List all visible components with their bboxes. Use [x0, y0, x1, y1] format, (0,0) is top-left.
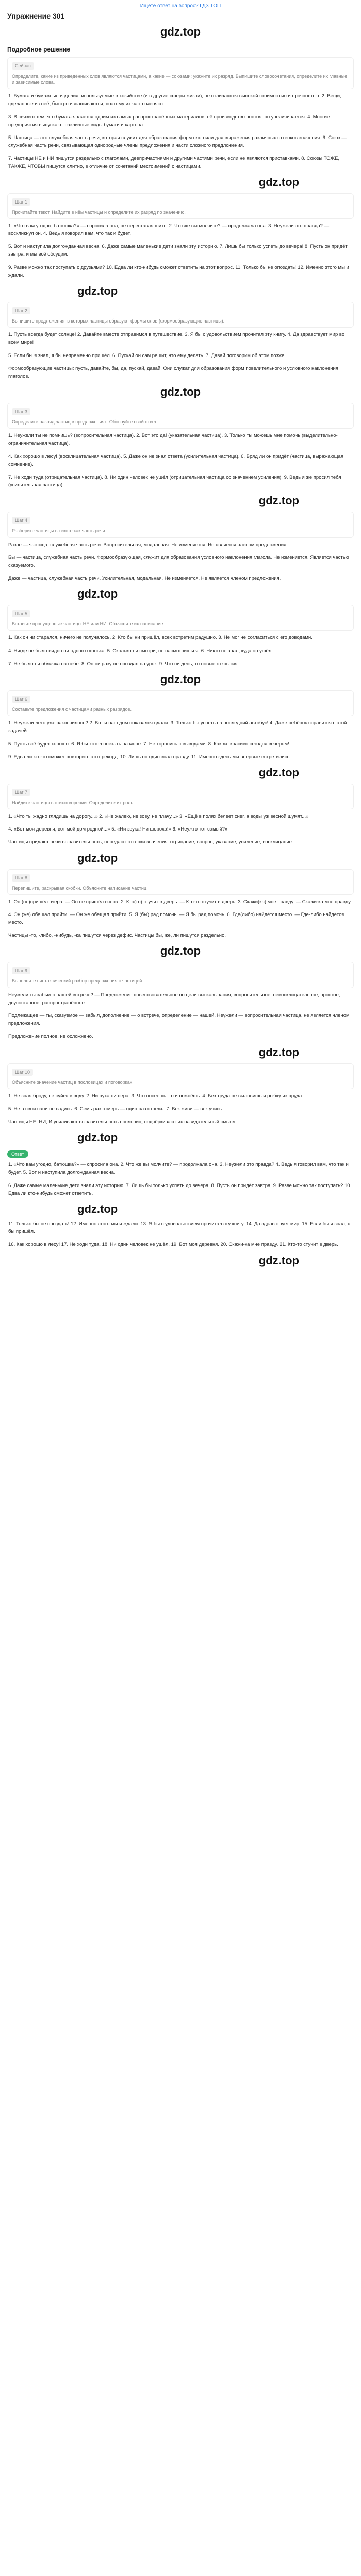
solution-paragraph: Неужели ты забыл о нашей встрече? — Предложение повествовательное по цели высказывания, вопросительное, невосклицательное, простое, двусоставное, распространённое.: [8, 992, 340, 1006]
task-card: [7, 1063, 354, 1089]
solution-paragraph: Частицы -то, -либо, -нибудь, -ка пишутся через дефис. Частицы бы, же, ли пишутся раздельно.: [8, 933, 226, 939]
watermark: gdz.top: [160, 944, 201, 958]
solution-paragraph: Подлежащее — ты, сказуемое — забыл, дополнение — о встрече, определение — нашей. Неужели — вопросительная частица, не является членом предложения.: [8, 1012, 350, 1027]
solution-paragraph: 5. Пусть всё будет хорошо. 6. Я бы хотел поехать на море. 7. Не торопись с выводами. 8. Как же красиво сегодня вечером!: [8, 741, 289, 747]
task-label: Шаг 9: [12, 967, 30, 974]
task-card: [7, 403, 354, 429]
solution-paragraph: 1. «Что вам угодно, батюшка?» — спросила она, не переставая шить. 2. Что же вы молчите? — продолжала она. 3. Неужели это правда? — воскликнул он. 4. Ведь я говорил вам, что так и будет.: [8, 223, 330, 237]
task-label: Шаг 6: [12, 696, 30, 703]
answer-paragraph: 1. «Что вам угодно, батюшка?» — спросила она. 2. Что же вы молчите? — продолжала она. 3. Неужели это правда? 4. Ведь я говорил вам, что так и будет. 5. Вот и наступила долгожданная весна.: [8, 1162, 349, 1176]
task-card: [7, 512, 354, 537]
watermark: gdz.top: [160, 672, 201, 686]
task-text: Определите, какие из приведённых слов являются частицами, а какие — союзами; укажите их разряд. Выпишите словосочетания, определите их главные и зависимые слова.: [12, 74, 348, 86]
solution-paragraph: 1. Он (не)пришёл вчера. — Он не пришёл вчера. 2. Кто(то) стучит в дверь. — Кто-то стучит в дверь. 3. Скажи(ка) мне правду. — Скажи-ка мне правду.: [8, 899, 352, 905]
task-text: Прочитайте текст. Найдите в нём частицы и определите их разряд по значению.: [12, 209, 186, 215]
exercise-title: Упражнение 301: [7, 12, 65, 20]
task-text: Найдите частицы в стихотворении. Определите их роль.: [12, 800, 135, 805]
solution-paragraph: 1. Бумага и бумажные изделия, используемые в хозяйстве (и в другие сферы жизни), не отличаются высокой стоимостью и прочностью. 2. Вещи, сделанные из неё, быстро изнашиваются, поэтому их часто меняют.: [8, 93, 341, 107]
watermark: gdz.top: [258, 175, 299, 189]
task-text: Выполните синтаксический разбор предложения с частицей.: [12, 978, 143, 984]
task-text: Перепишите, раскрывая скобки. Объясните написание частиц.: [12, 885, 148, 891]
task-label: Шаг 5: [12, 610, 30, 617]
task-card: [7, 784, 354, 809]
watermark: gdz.top: [77, 1202, 118, 1215]
solution-paragraph: 5. Не в свои сани не садись. 6. Семь раз отмерь — один раз отрежь. 7. Век живи — век учись.: [8, 1106, 223, 1112]
watermark: gdz.top: [258, 1253, 299, 1267]
watermark: gdz.top: [258, 766, 299, 779]
solution-blocks: [5, 57, 356, 1144]
task-card: [7, 962, 354, 988]
solution-title: Подробное решение: [7, 46, 71, 53]
task-text: Вставьте пропущенные частицы НЕ или НИ. Объясните их написание.: [12, 621, 165, 627]
solution-paragraph: 7. Частицы НЕ и НИ пишутся раздельно с глаголами, деепричастиями и другими частями речи, если не являются приставками. 8. Союзы ТОЖЕ, ТАКЖЕ, ЧТОБЫ пишутся слитно, в отличие от сочетаний местоимений с частицами.: [8, 156, 340, 170]
solution-paragraph: 4. Нигде не было видно ни одного огонька. 5. Сколько ни смотри, не насмотришься. 6. Никто не знал, куда он ушёл.: [8, 648, 273, 654]
solution-paragraph: 1. Неужели лето уже закончилось? 2. Вот и наш дом показался вдали. 3. Только бы успеть на последний автобус! 4. Даже ребёнок справится с этой задачей.: [8, 720, 347, 734]
top-link[interactable]: [5, 0, 356, 9]
watermark: gdz.top: [160, 25, 201, 38]
task-label: Шаг 4: [12, 517, 30, 524]
top-link-anchor[interactable]: Ищете ответ на вопрос? ГДЗ ТОП: [140, 3, 221, 9]
answer-section: [5, 1161, 356, 1267]
solution-paragraph: 4. Он (же) обещал прийти. — Он же обещал прийти. 5. Я (бы) рад помочь. — Я бы рад помочь. 6. Где(либо) найдётся место. — Где-либо найдётся место.: [8, 911, 344, 926]
solution-paragraph: 5. Если бы я знал, я бы непременно пришёл. 6. Пускай он сам решит, что ему делать. 7. Давай поговорим об этом позже.: [8, 352, 286, 359]
solution-paragraph: Бы — частица, служебная часть речи. Формообразующая, служит для образования условного наклонения глагола. Не изменяется. Является частью сказуемого.: [8, 554, 349, 568]
task-label: Шаг 2: [12, 307, 30, 314]
task-label: Шаг 3: [12, 408, 30, 415]
solution-paragraph: 4. «Вот моя деревня, вот мой дом родной...» 5. «Ни звука! Ни шороха!» 6. «Неужто тот самый?»: [8, 826, 228, 833]
solution-paragraph: 1. Неужели ты не помнишь? (вопросительная частица). 2. Вот это да! (указательная частица). 3. Только ты можешь мне помочь (выделительно-ограничительная частица).: [8, 433, 338, 447]
solution-paragraph: 5. Частица — это служебная часть речи, которая служит для образования форм слов или для выражения различных оттенков значения. 6. Союз — служебная часть речи, связывающая однородные члены предложения и части сложного предложения.: [8, 135, 347, 149]
watermark: gdz.top: [77, 284, 118, 298]
solution-paragraph: 7. Не было ни облачка на небе. 8. Он ни разу не опоздал на урок. 9. Что ни день, то новые открытия.: [8, 660, 239, 667]
solution-paragraph: 1. Пусть всегда будет солнце! 2. Давайте вместе отправимся в путешествие. 3. Я бы с удовольствием прочитал эту книгу. 4. Да здравствует мир во всём мире!: [8, 332, 345, 346]
watermark: gdz.top: [77, 851, 118, 865]
answer-paragraph: 6. Даже самые маленькие дети знали эту историю. 7. Лишь бы только успеть до вечера! 8. Пусть он придёт завтра. 9. Разве можно так поступать? 10. Едва ли кто-нибудь сможет ответить.: [8, 1182, 352, 1196]
watermark: gdz.top: [258, 494, 299, 507]
answer-badge: Ответ: [7, 1150, 28, 1158]
solution-paragraph: Разве — частица, служебная часть речи. Вопросительная, модальная. Не изменяется. Не является членом предложения.: [8, 541, 288, 548]
task-card: [7, 193, 354, 219]
solution-paragraph: 1. Как он ни старался, ничего не получалось. 2. Кто бы ни пришёл, всех встретим радушно. 3. Не мог не согласиться с его доводами.: [8, 635, 313, 641]
solution-paragraph: 1. «Что ты жадно глядишь на дорогу...» 2. «Не жалею, не зову, не плачу...» 3. «Ещё в полях белеет снег, а воды уж весной шумят...»: [8, 814, 309, 820]
task-card: [7, 605, 354, 631]
answer-paragraph: 16. Как хорошо в лесу! 17. Не ходи туда. 18. Ни один человек не ушёл. 19. Вот моя деревня. 20. Скажи-ка мне правду. 21. Кто-то стучит в дверь.: [8, 1242, 338, 1248]
task-text: Разберите частицы в тексте как часть речи.: [12, 528, 107, 534]
solution-paragraph: Частицы НЕ, НИ, И усиливают выразительность пословиц, подчёркивают их назидательный смысл.: [8, 1119, 237, 1125]
solution-paragraph: Частицы придают речи выразительность, передают оттенки значения: отрицание, вопрос, указание, усиление, восклицание.: [8, 839, 293, 845]
task-label: Шаг 8: [12, 874, 30, 882]
task-card: [7, 690, 354, 716]
solution-paragraph: 9. Едва ли кто-то сможет повторить этот рекорд. 10. Лишь он один знал правду. 11. Именно здесь мы впервые встретились.: [8, 754, 291, 760]
task-card: [7, 302, 354, 328]
task-label: Шаг 7: [12, 789, 30, 796]
solution-paragraph: 1. Не зная броду, не суйся в воду. 2. Ни пуха ни пера. 3. Что посеешь, то и пожнёшь. 4. Без труда не выловишь и рыбку из пруда.: [8, 1093, 303, 1099]
task-text: Выпишите предложения, в которых частицы образуют формы слов (формообразующие частицы).: [12, 318, 225, 324]
task-text: Объясните значение частиц в пословицах и поговорках.: [12, 1079, 134, 1085]
solution-paragraph: Формообразующие частицы: пусть, давайте, бы, да, пускай, давай. Они служат для образования форм повелительного и условного наклонения глаголов.: [8, 365, 338, 379]
solution-paragraph: Предложение полное, не осложнено.: [8, 1033, 93, 1040]
task-label: Шаг 10: [12, 1069, 33, 1076]
task-card: [7, 869, 354, 895]
task-label: Шаг 1: [12, 198, 30, 206]
solution-paragraph: 5. Вот и наступила долгожданная весна. 6. Даже самые маленькие дети знали эту историю. 7. Лишь бы только успеть до вечера! 8. Пусть он придёт завтра, и мы всё обсудим.: [8, 244, 348, 258]
answer-paragraph: 11. Только бы не опоздать! 12. Именно этого мы и ждали. 13. Я бы с удовольствием прочитал эту книгу. 14. Да здравствует мир! 15. Если бы я знал, я бы пришёл.: [8, 1221, 351, 1235]
solution-paragraph: Даже — частица, служебная часть речи. Усилительная, модальная. Не изменяется. Не является членом предложения.: [8, 575, 281, 582]
watermark: gdz.top: [77, 1131, 118, 1144]
watermark: gdz.top: [160, 385, 201, 399]
solution-paragraph: 7. Не ходи туда (отрицательная частица). 8. Ни один человек не ушёл (отрицательная частица со значением усиления). 9. Ведь я же просил тебя (усилительная частица).: [8, 474, 341, 488]
solution-paragraph: 9. Разве можно так поступать с друзьями? 10. Едва ли кто-нибудь сможет ответить на этот вопрос. 11. Только бы не опоздать! 12. Именно этого мы и ждали.: [8, 264, 349, 278]
task-text: Составьте предложения с частицами разных разрядов.: [12, 706, 132, 712]
task-label: Сейчас: [12, 62, 34, 70]
watermark: gdz.top: [258, 1045, 299, 1059]
task-text: Определите разряд частиц в предложениях. Обоснуйте свой ответ.: [12, 419, 158, 425]
solution-paragraph: 3. В связи с тем, что бумага является одним из самых распространённых материалов, её производство постоянно увеличивается. 4. Многие предприятия выпускают различные виды бумаги и картона.: [8, 114, 330, 128]
task-card: [7, 57, 354, 89]
watermark: gdz.top: [77, 587, 118, 601]
solution-paragraph: 4. Как хорошо в лесу! (восклицательная частица). 5. Даже он не знал ответа (усилительная частица). 6. Вряд ли он придёт (частица, выражающая сомнение).: [8, 453, 343, 467]
